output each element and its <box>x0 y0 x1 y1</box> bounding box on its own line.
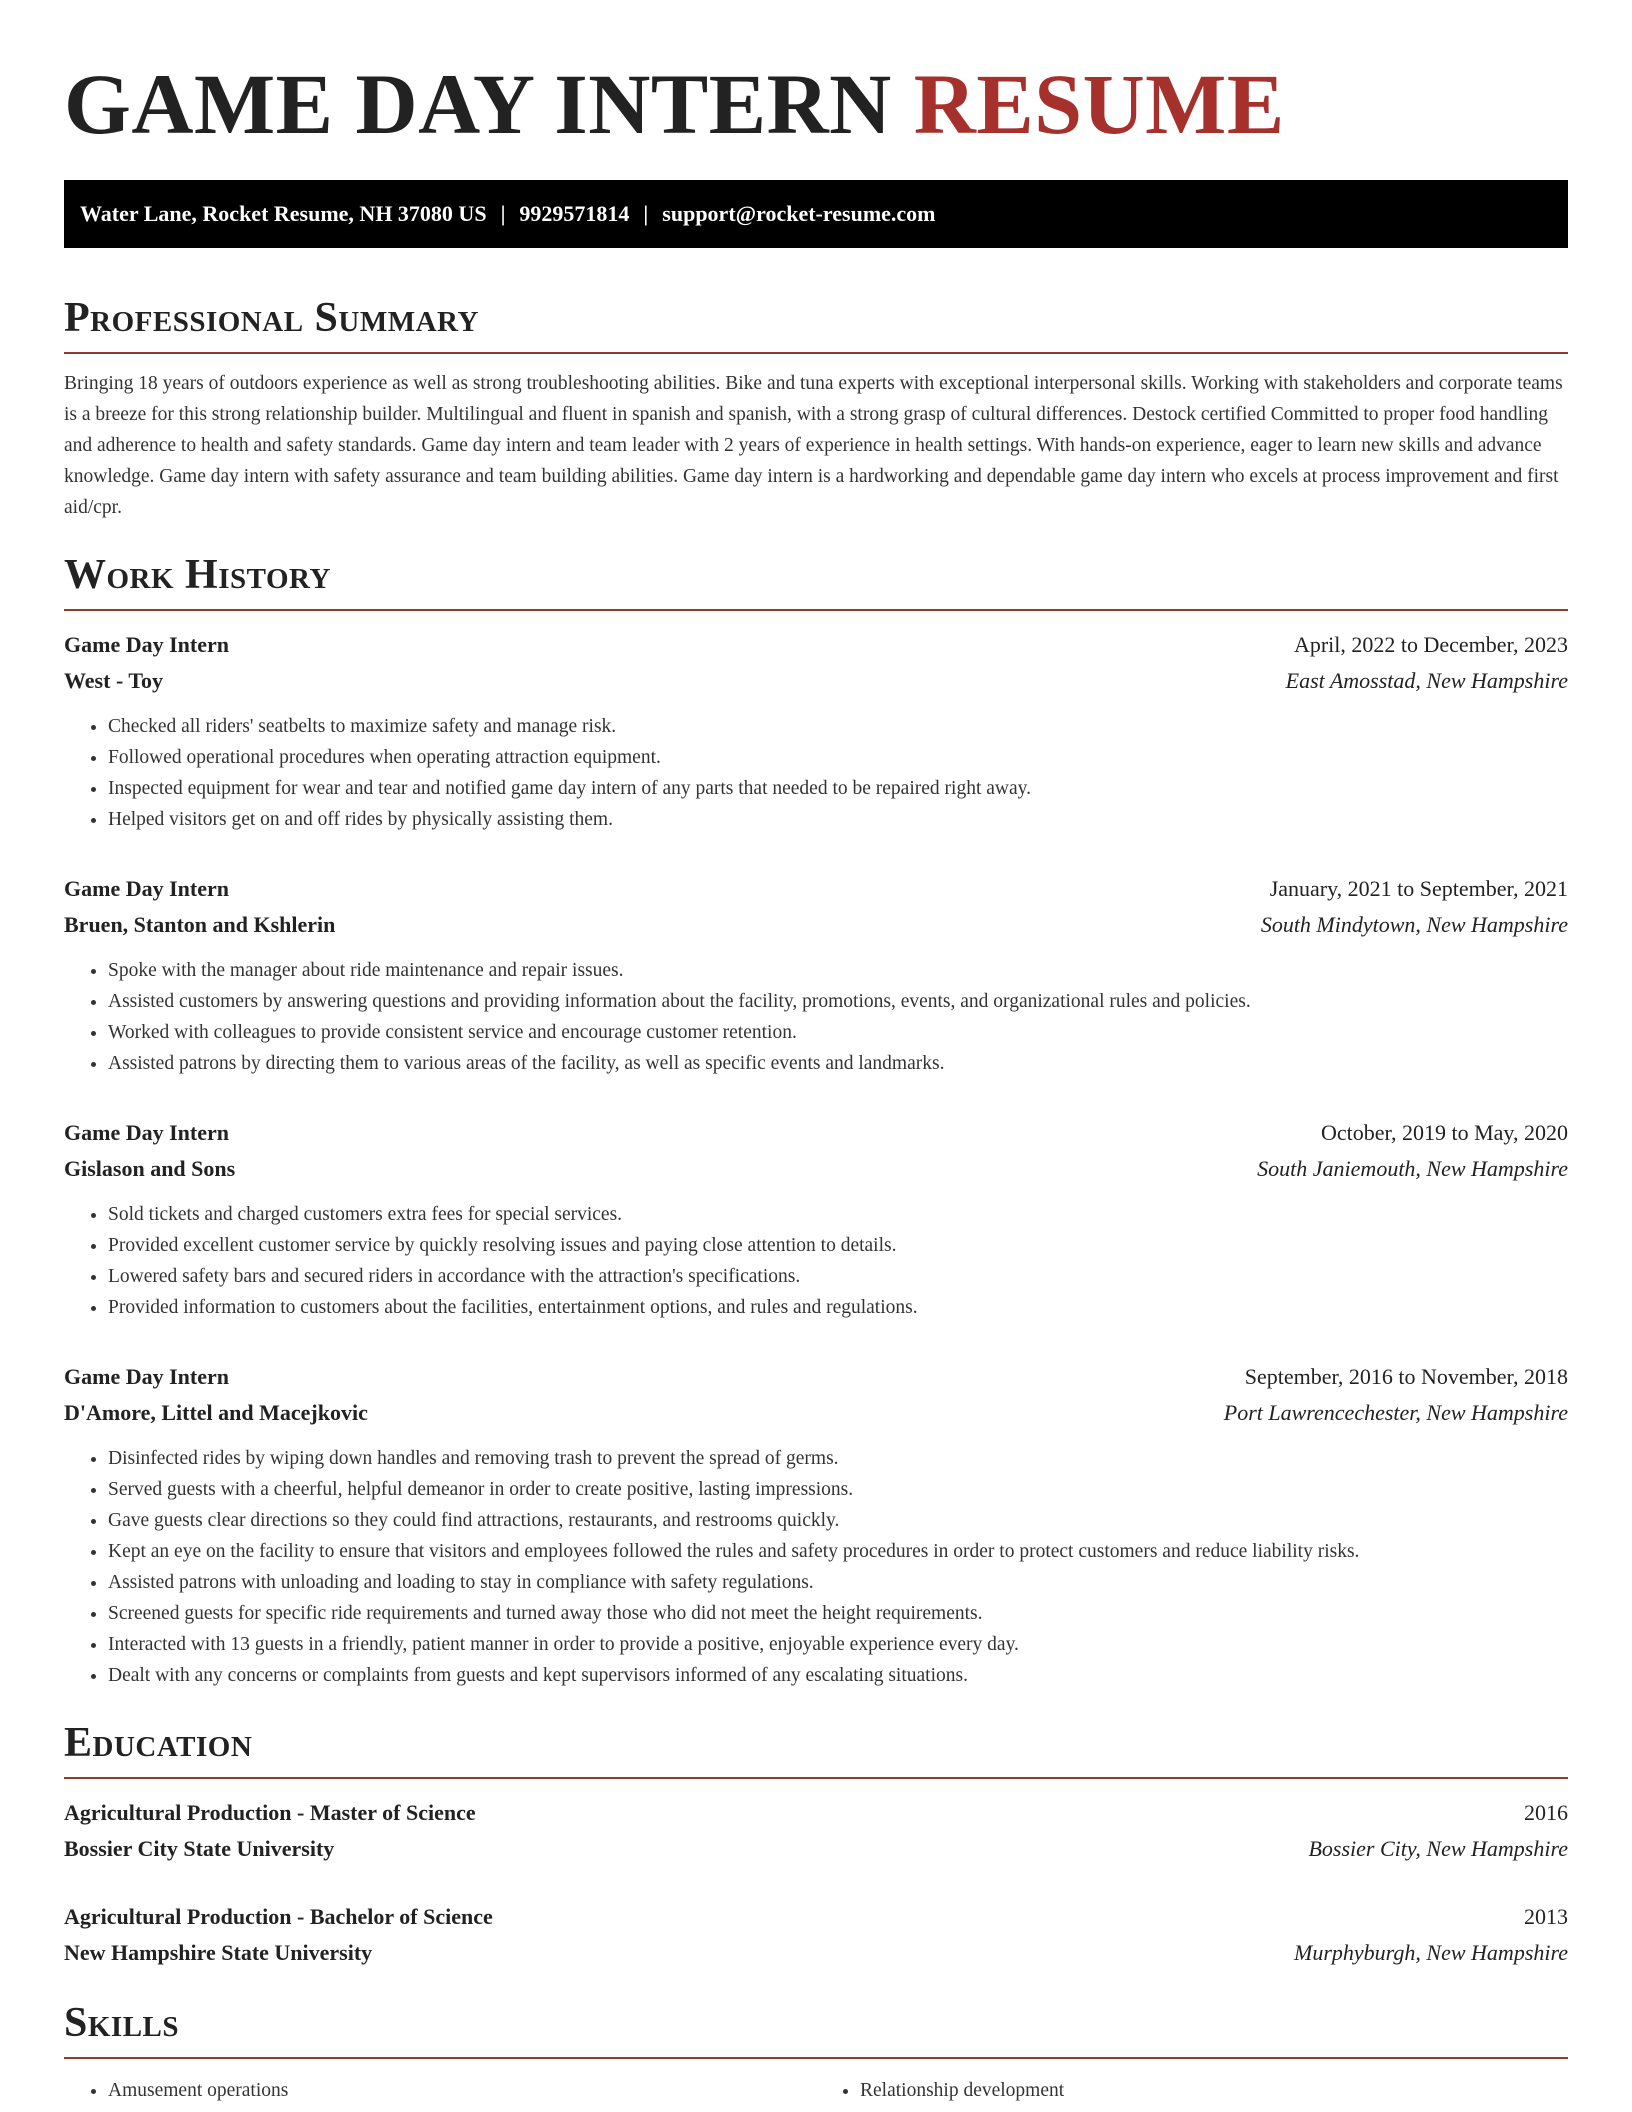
job-company: Bruen, Stanton and Kshlerin <box>64 912 336 937</box>
job-location: Port Lawrencechester, New Hampshire <box>1223 1400 1568 1425</box>
contact-phone: 9929571814 <box>519 201 630 226</box>
job-entry <box>64 1115 1568 1323</box>
job-title: Game Day Intern <box>64 876 229 901</box>
job-dates: April, 2022 to December, 2023 <box>1293 632 1568 657</box>
list-item: • Screened guests for specific ride requirements and turned away those who did not meet the height requirements. <box>108 1598 1568 1629</box>
list-item: • Assisted patrons with unloading and loading to stay in compliance with safety regulations. <box>108 1567 1568 1598</box>
list-item: • Dealt with any concerns or complaints from guests and kept supervisors informed of any escalating situations. <box>108 1660 1568 1691</box>
education-location: Murphyburgh, New Hampshire <box>1294 1940 1568 1965</box>
contact-bar <box>64 180 1568 248</box>
skills-heading: Skills <box>64 1999 1568 2059</box>
job-entry <box>64 627 1568 835</box>
resume-title-accent: RESUME <box>913 56 1285 152</box>
skill-item: • Relationship development <box>860 2075 1568 2106</box>
education-year: 2016 <box>1524 1800 1568 1825</box>
job-bullets <box>64 711 1568 835</box>
skills-list-left <box>64 2075 816 2106</box>
education-degree: Agricultural Production - Bachelor of Science <box>64 1904 493 1929</box>
job-entry <box>64 871 1568 1079</box>
job-entry <box>64 1359 1568 1691</box>
education-entry <box>64 1899 1568 1971</box>
job-company: Gislason and Sons <box>64 1156 236 1181</box>
job-dates: October, 2019 to May, 2020 <box>1321 1120 1568 1145</box>
list-item: • Helped visitors get on and off rides by physically assisting them. <box>108 804 1568 835</box>
list-item: • Interacted with 13 guests in a friendly, patient manner in order to provide a positive, enjoyable experience every day. <box>108 1629 1568 1660</box>
education-year: 2013 <box>1524 1904 1568 1929</box>
education-school: Bossier City State University <box>64 1836 335 1861</box>
job-dates: September, 2016 to November, 2018 <box>1244 1364 1568 1389</box>
skills-columns <box>64 2075 1568 2106</box>
contact-address: Water Lane, Rocket Resume, NH 37080 US <box>80 201 487 226</box>
education-heading: Education <box>64 1719 1568 1779</box>
list-item: • Provided information to customers about the facilities, entertainment options, and rules and regulations. <box>108 1292 1568 1323</box>
job-dates: January, 2021 to September, 2021 <box>1269 876 1568 901</box>
list-item: • Checked all riders' seatbelts to maximize safety and manage risk. <box>108 711 1568 742</box>
education-school: New Hampshire State University <box>64 1940 373 1965</box>
job-bullets <box>64 955 1568 1079</box>
job-title: Game Day Intern <box>64 1120 229 1145</box>
job-title: Game Day Intern <box>64 1364 229 1389</box>
list-item: • Gave guests clear directions so they could find attractions, restaurants, and restrooms quickly. <box>108 1505 1568 1536</box>
skill-item: • Amusement operations <box>108 2075 816 2106</box>
list-item: • Lowered safety bars and secured riders in accordance with the attraction's specifications. <box>108 1261 1568 1292</box>
work-history-heading: Work History <box>64 551 1568 611</box>
list-item: • Followed operational procedures when operating attraction equipment. <box>108 742 1568 773</box>
job-bullets <box>64 1199 1568 1323</box>
list-item: • Served guests with a cheerful, helpful demeanor in order to create positive, lasting impressions. <box>108 1474 1568 1505</box>
contact-separator: | <box>500 201 506 226</box>
contact-email: support@rocket-resume.com <box>662 201 936 226</box>
contact-separator: | <box>643 201 649 226</box>
resume-title-main: GAME DAY INTERN <box>64 56 892 152</box>
list-item: • Kept an eye on the facility to ensure that visitors and employees followed the rules and safety procedures in order to protect customers and reduce liability risks. <box>108 1536 1568 1567</box>
job-company: D'Amore, Littel and Macejkovic <box>64 1400 368 1425</box>
education-location: Bossier City, New Hampshire <box>1308 1836 1568 1861</box>
job-title: Game Day Intern <box>64 632 229 657</box>
education-entry <box>64 1795 1568 1867</box>
list-item: • Provided excellent customer service by quickly resolving issues and paying close attention to details. <box>108 1230 1568 1261</box>
education-degree: Agricultural Production - Master of Science <box>64 1800 476 1825</box>
job-company: West - Toy <box>64 668 164 693</box>
skills-section <box>64 1999 1568 2106</box>
job-location: South Mindytown, New Hampshire <box>1260 912 1568 937</box>
list-item: • Inspected equipment for wear and tear and notified game day intern of any parts that needed to be repaired right away. <box>108 773 1568 804</box>
job-bullets <box>64 1443 1568 1691</box>
education-section <box>64 1719 1568 1971</box>
resume-title <box>64 0 1568 152</box>
list-item: • Worked with colleagues to provide consistent service and encourage customer retention. <box>108 1017 1568 1048</box>
work-history-section <box>64 551 1568 1691</box>
list-item: • Assisted patrons by directing them to various areas of the facility, as well as specific events and landmarks. <box>108 1048 1568 1079</box>
summary-text: Bringing 18 years of outdoors experience as well as strong troubleshooting abilities. Bike and tuna experts with exceptional interpersonal skills. Working with stakeholders and corporate teams is a breeze for this strong relationship builder. Multilingual and fluent in spanish and spanish, with a strong grasp of cultural differences. Destock certified Committed to proper food handling and adherence to health and safety standards. Game day intern and team leader with 2 years of experience in health settings. With hands-on experience, eager to learn new skills and advance knowledge. Game day intern with safety assurance and team building abilities. Game day intern is a hardworking and dependable game day intern who excels at process improvement and first aid/cpr. <box>64 373 1563 518</box>
skills-list-right <box>816 2075 1568 2106</box>
list-item: • Assisted customers by answering questions and providing information about the facility, promotions, events, and organizational rules and policies. <box>108 986 1568 1017</box>
job-location: East Amosstad, New Hampshire <box>1285 668 1568 693</box>
job-location: South Janiemouth, New Hampshire <box>1257 1156 1568 1181</box>
list-item: • Sold tickets and charged customers extra fees for special services. <box>108 1199 1568 1230</box>
list-item: • Disinfected rides by wiping down handles and removing trash to prevent the spread of germs. <box>108 1443 1568 1474</box>
summary-heading: Professional Summary <box>64 294 1568 354</box>
list-item: • Spoke with the manager about ride maintenance and repair issues. <box>108 955 1568 986</box>
